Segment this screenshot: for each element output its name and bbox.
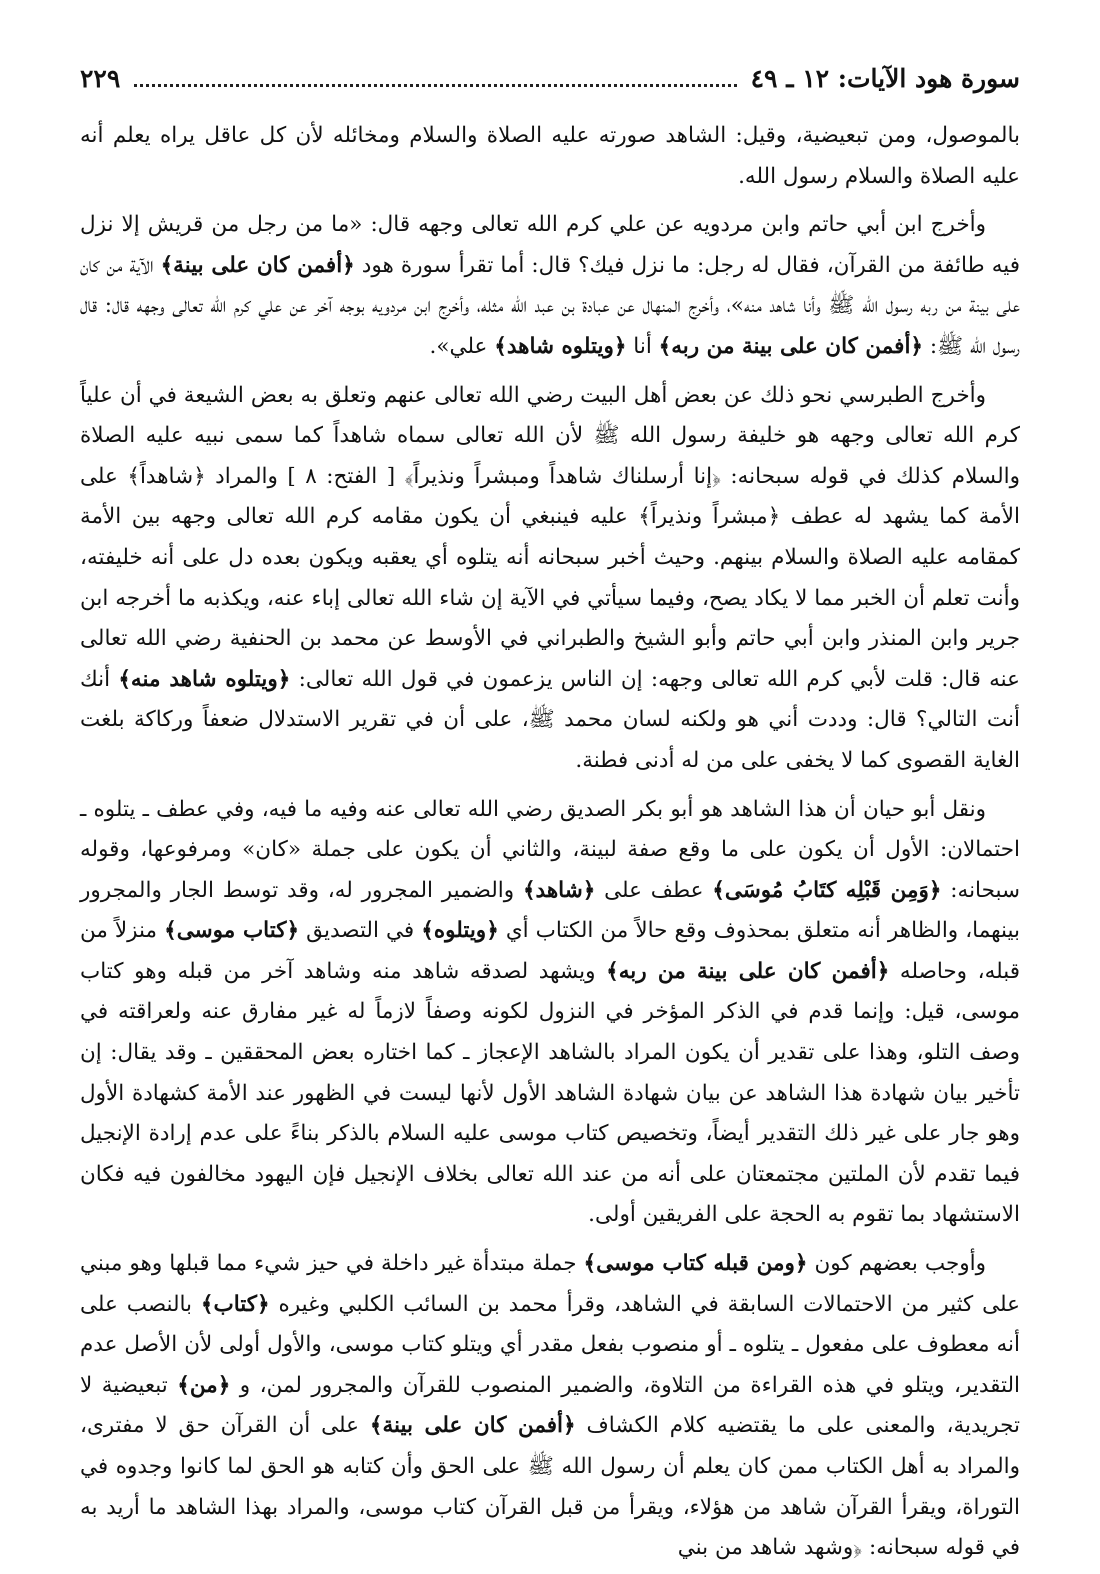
paragraph — [80, 205, 1020, 367]
text-run: عطف على — [595, 877, 713, 903]
text-run: وأخرج الطبرسي نحو ذلك عن بعض أهل البيت رضي الله تعالى عنهم وتعلق به بعض الشيعة في أن علياً كرم الله تعالى وجهه هو خليفة رسول الله ﷺ لأن الله تعالى سماه شاهداً كما سمى نبيه عليه الصلاة والسلام كذلك في قوله سبحانه: — [80, 382, 1021, 489]
text-run: بالنصب على أنه معطوف على مفعول ـ يتلوه ـ أو منصوب بفعل مقدر أي ويتلو كتاب موسى، والأول أولى لأن الأصل عدم التقدير، ويتلو في هذه القراءة من التلاوة، والضمير المنصوب للقرآن والمجرور لمن، و — [80, 1291, 1020, 1398]
text-run: وأخرج ابن أبي حاتم وابن مردويه عن علي كرم الله تعالى وجهه قال: «ما من رجل من قريش إلا نزل فيه طائفة من القرآن، فقال له رجل: ما نزل فيك؟ قال: أما تقرأ سورة هود — [80, 212, 1020, 278]
quranic-quote: ﴿كتاب﴾ — [200, 1291, 270, 1317]
text-run: في التصديق — [299, 918, 422, 944]
text-run: وأوجب بعضهم كون — [807, 1251, 986, 1277]
text-run: أنا — [626, 333, 659, 359]
text-run: علي». — [429, 333, 495, 359]
quranic-quote: ﴿شاهد﴾ — [522, 877, 596, 903]
text-run: على الأمة كما يشهد له عطف — [80, 463, 1020, 530]
quranic-quote: ﴿من﴾ — [177, 1372, 231, 1398]
text-run: عليه فينبغي أن يكون مقامه كرم الله تعالى وجهه بين الأمة كمقامه عليه الصلاة والسلام بينهم. وحيث أخبر سبحانه أنه يتلوه أي يعقبه ويكون بعده دل على أنه خليفته، وأنت تعلم أن الخبر مما لا يكاد يصح، وفيما سيأتي في الآية إن شاء الله تعالى إباء عنه، ويكذبه ما أخرجه ابن جرير وابن المنذر وابن أبي حاتم وأبو الشيخ والطبراني في الأوسط عن محمد بن الحنفية رضي الله تعالى عنه قال: قلت لأبي كرم الله تعالى وجهه: إن الناس يزعمون في قول الله تعالى: — [80, 504, 1021, 692]
paragraph — [80, 116, 1020, 197]
running-header — [80, 64, 1020, 112]
text-run: ﴿وشهد شاهد من بني — [677, 1535, 863, 1561]
quranic-quote: ﴿ومن قبله كتاب موسى﴾ — [583, 1251, 808, 1277]
body-text — [80, 116, 1020, 1569]
header-dot-leader — [134, 70, 736, 87]
page-number: ٢٢٩ — [80, 64, 121, 93]
quranic-quote: ﴿أفمن كان على بينة من ربه﴾ — [606, 958, 890, 984]
quranic-quote: ﴿أفمن كان على بينة﴾ — [369, 1413, 576, 1439]
text-run: بالموصول، ومن تبعيضية، وقيل: الشاهد صورته عليه الصلاة والسلام ومخائله لأن كل عاقل يراه يعلم أنه عليه الصلاة والسلام رسول الله. — [80, 123, 1021, 189]
quranic-quote: ﴿ويتلوه شاهد﴾ — [494, 333, 627, 359]
text-run: والضمير المجرور له، وقد توسط الجار والمجرور بينهما، والظاهر أنه متعلق بمحذوف وقع حالاً من الكتاب أي — [80, 877, 1020, 944]
paragraph — [80, 1244, 1020, 1569]
text-run: أنك أنت التالي؟ قال: وددت أني هو ولكنه لسان محمد ﷺ، على أن في تقرير الاستدلال ضعفاً وركاكة بلغت الغاية القصوى كما لا يخفى على من له أدنى فطنة. — [80, 666, 1020, 773]
text-run: منزلاً من قبله، وحاصله — [80, 918, 1021, 984]
quranic-quote: ﴿ويتلوه﴾ — [421, 918, 499, 944]
text-run: جملة مبتدأة غير داخلة في حيز شيء مما قبلها وهو مبني على كثير من الاحتمالات السابقة في الشاهد، وقرأ محمد بن السائب الكلبي وغيره — [80, 1251, 1020, 1317]
header-title: سورة هود الآيات: ١٢ ـ ٤٩ — [750, 64, 1020, 93]
text-run: الآية من كان على بينة من ربه رسول الله ﷺ وأنا شاهد منه»، وأخرج المنهال عن عبادة بن عبد الله مثله، وأخرج ابن مردويه بوجه آخر عن علي كرم الله تعالى وجهه قال: قال رسول الله ﷺ: — [80, 252, 1020, 359]
quranic-quote: ﴿أفمن كان على بينة﴾ — [160, 252, 355, 278]
text-run: [ الفتح: ٨ ] والمراد — [205, 463, 405, 489]
text-run: ﴿مبشراً ونذيراً﴾ — [638, 504, 781, 530]
quranic-quote: ﴿كتاب موسى﴾ — [164, 918, 300, 944]
text-run: على أن القرآن حق لا مفترى، والمراد به أهل الكتاب ممن كان يعلم أن رسول الله ﷺ على الحق وأن كتابه هو الحق لما كانوا وجدوه في التوراة، ويقرأ القرآن شاهد من هؤلاء، ويقرأ من قبل القرآن كتاب موسى، والمراد بهذا الشاهد ما أريد به في قوله سبحانه: — [80, 1413, 1020, 1561]
text-run: تبعيضية لا تجريدية، والمعنى على ما يقتضيه كلام الكشاف — [80, 1372, 1020, 1439]
text-run: ونقل أبو حيان أن هذا الشاهد هو أبو بكر الصديق رضي الله تعالى عنه وفيه ما فيه، وفي عطف ـ يتلوه ـ احتمالان: الأول أن يكون على ما وقع صفة لبينة، والثاني أن يكون على جملة «كان» ومرفوعها، وقوله سبحانه: — [80, 796, 1020, 903]
text-run: ﴿شاهداً﴾ — [127, 463, 206, 489]
text-run: ويشهد لصدقه شاهد منه وشاهد آخر من قبله وهو كتاب موسى، قيل: وإنما قدم في الذكر المؤخر في النزول لكونه وصفاً لازماً له غير مفارق عنه ولعراقته في وصف التلو، وهذا على تقدير أن يكون المراد بالشاهد الإعجاز ـ كما اختاره بعض المحققين ـ وقد يقال: إن تأخير بيان شهادة هذا الشاهد عن بيان شهادة الشاهد الأول لأنها ليست في الظهور عند الأمة كشهادة الأول وهو جار على غير ذلك التقدير أيضاً، وتخصيص كتاب موسى عليه السلام بالذكر بناءً على عدم إرادة الإنجيل فيما تقدم لأن الملتين مجتمعتان على أنه من عند الله تعالى بخلاف الإنجيل فإن اليهود مخالفون فيه فكان الاستشهاد بما تقوم به الحجة على الفريقين أولى. — [80, 958, 1020, 1228]
quranic-quote: ﴿أفمن كان على بينة من ربه﴾ — [658, 333, 924, 359]
paragraph — [80, 790, 1020, 1237]
quranic-quote: ﴿وَمِن قَبْلِه كتَابُ مُوسَى﴾ — [712, 877, 942, 903]
text-run: ﴿إنا أرسلناك شاهداً ومبشراً ونذيراً﴾ — [404, 463, 721, 489]
quranic-quote: ﴿ويتلوه شاهد منه﴾ — [118, 666, 291, 692]
paragraph — [80, 376, 1020, 782]
